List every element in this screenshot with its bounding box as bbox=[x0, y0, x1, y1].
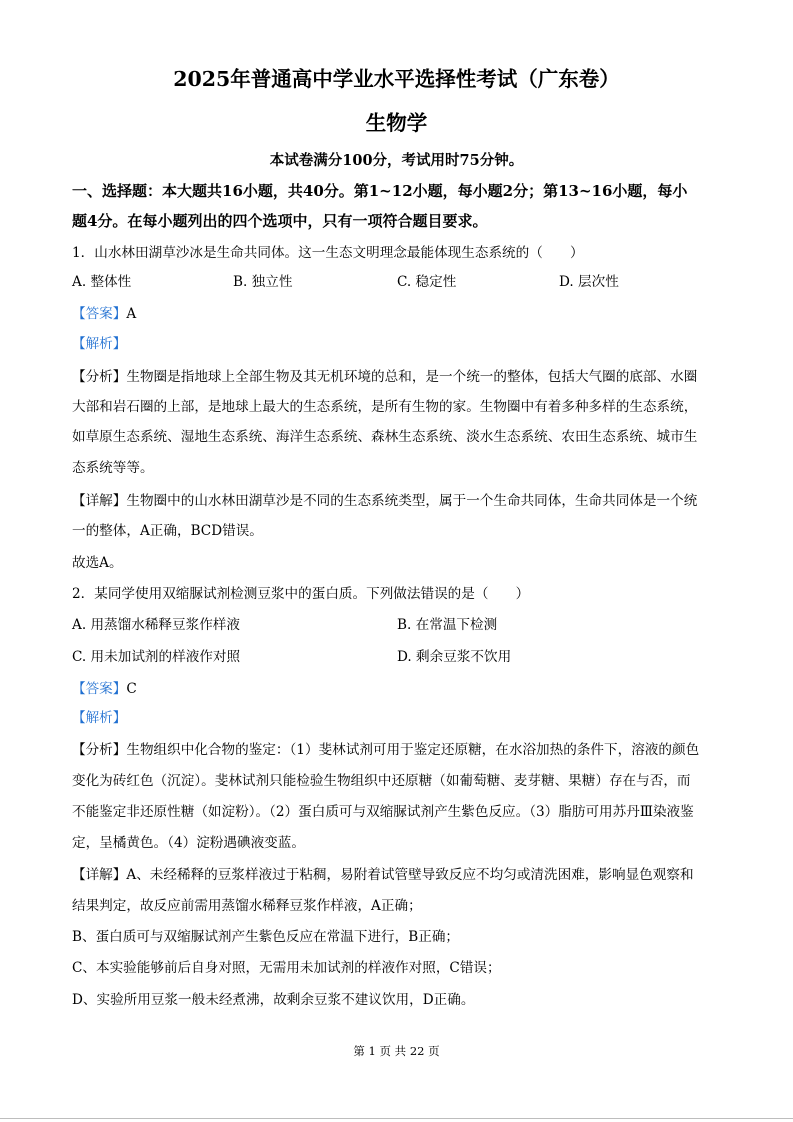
q2-fenxi-line-3: 不能鉴定非还原性糖（如淀粉）。（2）蛋白质可与双缩脲试剂产生紫色反应。（3）脂肪可用苏丹Ⅲ染液鉴 bbox=[72, 804, 694, 820]
q2-detail-line-2: 结果判定，故反应前需用蒸馏水稀释豆浆作样液，A正确； bbox=[72, 898, 422, 914]
q2-option-b: B. 在常温下检测 bbox=[397, 617, 498, 633]
q2-answer bbox=[72, 679, 137, 699]
exam-info: 本试卷满分100分，考试用时75分钟。 bbox=[269, 152, 524, 169]
q2-fenxi-line-4: 定，呈橘黄色。（4）淀粉遇碘液变蓝。 bbox=[72, 835, 305, 851]
section-heading-line-2: 题4分。在每小题列出的四个选项中，只有一项符合题目要求。 bbox=[72, 212, 488, 230]
answer-value: C bbox=[126, 681, 137, 697]
q2-stem: 2．某同学使用双缩脲试剂检测豆浆中的蛋白质。下列做法错误的是（ ） bbox=[72, 586, 530, 602]
fenxi-text: 生物圈是指地球上全部生物及其无机环境的总和，是一个统一的整体，包括大气圈的底部、水圈 bbox=[126, 369, 698, 385]
detail-tag: 【详解】 bbox=[72, 867, 127, 883]
q2-option-d: D. 剩余豆浆不饮用 bbox=[397, 649, 512, 665]
answer-tag: 【答案】 bbox=[72, 306, 127, 322]
page-footer: 第 1 页 共 22 页 bbox=[353, 1044, 440, 1058]
answer-tag: 【答案】 bbox=[72, 681, 127, 697]
q1-fenxi-line-3: 如草原生态系统、湿地生态系统、海洋生态系统、森林生态系统、淡水生态系统、农田生态系统、城市生 bbox=[72, 429, 698, 445]
detail-text: A、未经稀释的豆浆样液过于粘稠，易附着试管壁导致反应不均匀或清洗困难，影响显色观察和 bbox=[126, 867, 694, 883]
q2-detail-line-5: D、实验所用豆浆一般未经煮沸，故剩余豆浆不建议饮用，D正确。 bbox=[72, 992, 475, 1008]
q1-detail-line-1 bbox=[72, 491, 697, 511]
q1-fenxi-line-2: 大部和岩石圈的上部，是地球上最大的生态系统，是所有生物的家。生物圈中有着多种多样的生态系统， bbox=[72, 399, 698, 415]
q2-fenxi-line-1 bbox=[72, 740, 699, 760]
q1-option-b: B. 独立性 bbox=[233, 274, 293, 290]
answer-value: A bbox=[126, 306, 137, 322]
q1-detail-line-2: 一的整体，A正确，BCD错误。 bbox=[72, 523, 263, 539]
q2-option-a: A. 用蒸馏水稀释豆浆作样液 bbox=[72, 617, 240, 633]
q1-option-a: A. 整体性 bbox=[72, 274, 132, 290]
fenxi-tag: 【分析】 bbox=[72, 369, 127, 385]
q1-stem: 1．山水林田湖草沙冰是生命共同体。这一生态文明理念最能体现生态系统的（ ） bbox=[72, 245, 584, 261]
detail-tag: 【详解】 bbox=[72, 493, 127, 509]
page-bottom-edge bbox=[0, 1118, 793, 1119]
q1-option-c: C. 稳定性 bbox=[397, 274, 457, 290]
q1-analysis-tag: 【解析】 bbox=[72, 336, 127, 352]
subject-title: 生物学 bbox=[365, 111, 428, 135]
section-heading-line-1: 一、选择题：本大题共16小题，共40分。第1~12小题，每小题2分；第13~16小题，每小 bbox=[72, 182, 688, 200]
q1-fenxi-line-4: 态系统等等。 bbox=[72, 460, 154, 476]
q2-detail-line-3: B、蛋白质可与双缩脲试剂产生紫色反应在常温下进行，B正确； bbox=[72, 929, 460, 945]
q2-fenxi-line-2: 变化为砖红色（沉淀）。斐林试剂只能检验生物组织中还原糖（如葡萄糖、麦芽糖、果糖）存在与否，而 bbox=[72, 773, 691, 789]
fenxi-tag: 【分析】 bbox=[72, 742, 127, 758]
exam-title: 2025年普通高中学业水平选择性考试（广东卷） bbox=[173, 67, 620, 91]
detail-text: 生物圈中的山水林田湖草沙是不同的生态系统类型，属于一个生命共同体，生命共同体是一个统 bbox=[126, 493, 698, 509]
q1-fenxi-line-1 bbox=[72, 367, 697, 387]
q1-option-d: D. 层次性 bbox=[559, 274, 619, 290]
q2-detail-line-4: C、本实验能够前后自身对照，无需用未加试剂的样液作对照，C错误； bbox=[72, 960, 501, 976]
q1-answer bbox=[72, 304, 136, 324]
fenxi-text: 生物组织中化合物的鉴定：（1）斐林试剂可用于鉴定还原糖，在水浴加热的条件下，溶液的颜色 bbox=[126, 742, 700, 758]
q2-analysis-tag: 【解析】 bbox=[72, 710, 127, 726]
q2-option-c: C. 用未加试剂的样液作对照 bbox=[72, 649, 241, 665]
q1-conclusion: 故选A。 bbox=[72, 555, 123, 571]
q2-detail-line-1 bbox=[72, 865, 694, 885]
